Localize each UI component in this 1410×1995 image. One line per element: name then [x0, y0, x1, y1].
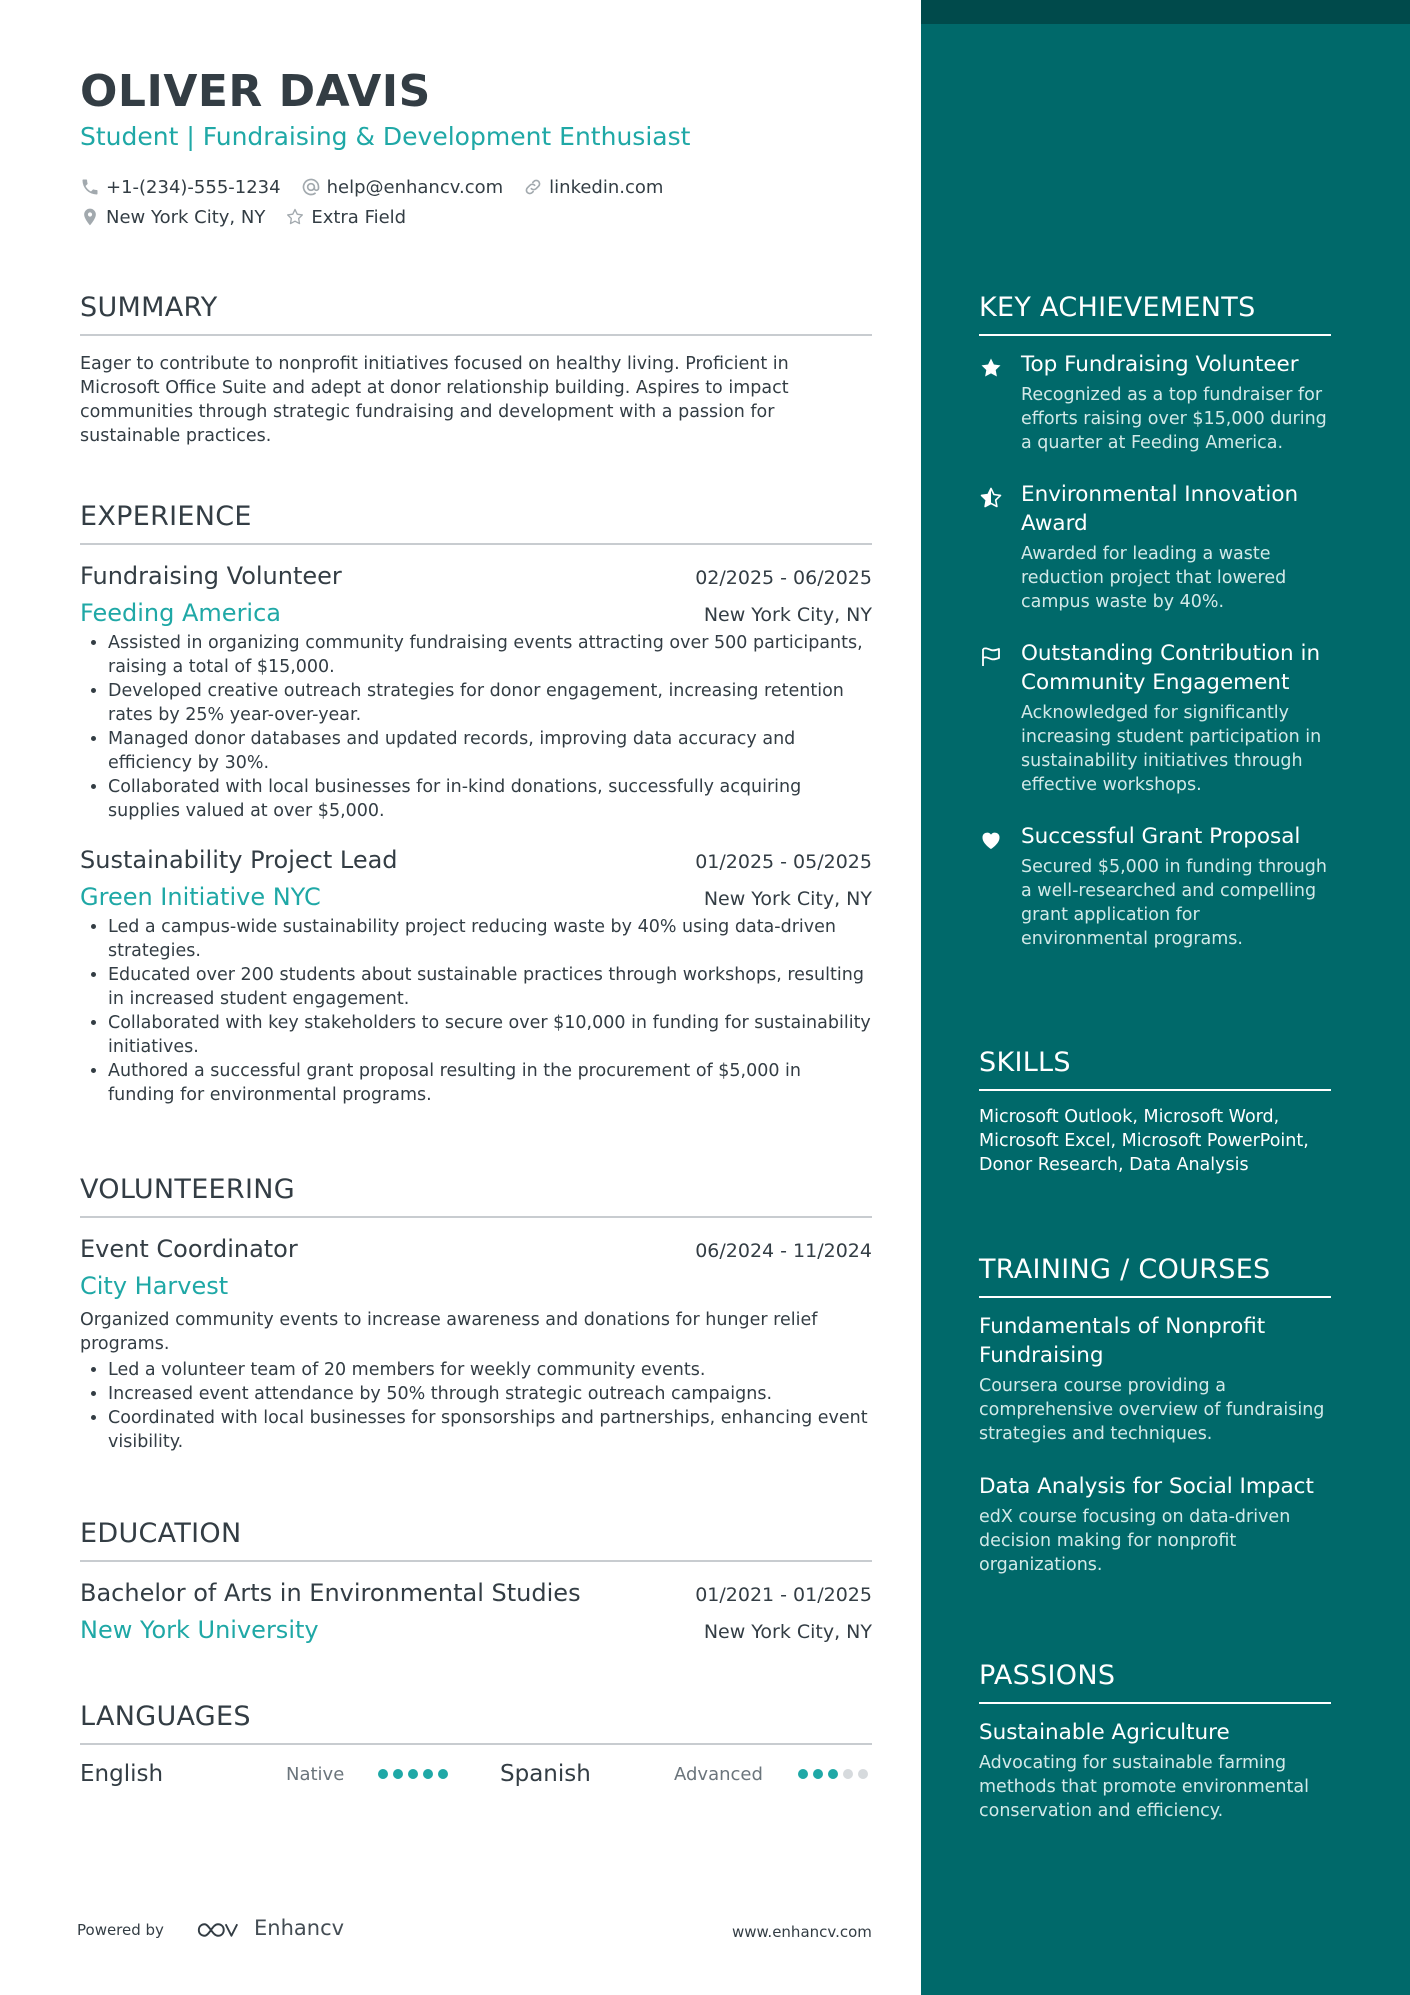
language-name: Spanish — [500, 1761, 591, 1787]
bullet-item: • Developed creative outreach strategies for donor engagement, increasing retention rates by 25% year-over-year. — [108, 679, 872, 727]
passions-heading: PASSIONS — [979, 1660, 1116, 1691]
education-dates: 01/2021 - 01/2025 — [695, 1584, 872, 1606]
proficiency-dot-empty — [843, 1769, 853, 1779]
language-dots — [378, 1769, 500, 1779]
skills-heading: SKILLS — [979, 1047, 1071, 1078]
job-bullets — [80, 631, 872, 823]
candidate-subtitle: Student | Fundraising & Development Enthusiast — [80, 122, 691, 151]
achievement-desc: Recognized as a top fundraiser for efforts raising over $15,000 during a quarter at Feeding America. — [1021, 385, 1327, 453]
experience-entry — [80, 559, 872, 823]
school-name: New York University — [80, 1616, 319, 1644]
achievement-item — [979, 350, 1331, 455]
section-divider — [80, 1560, 872, 1562]
summary-heading: SUMMARY — [80, 292, 218, 323]
job-bullets — [80, 915, 872, 1107]
enhancv-logo-icon — [195, 1918, 241, 1942]
course-title: Data Analysis for Social Impact — [979, 1474, 1314, 1499]
job-location: New York City, NY — [703, 604, 872, 626]
achievement-item — [979, 822, 1331, 951]
achievement-title: Environmental Innovation Award — [1021, 482, 1299, 536]
achievement-item — [979, 639, 1331, 797]
achievement-title: Outstanding Contribution in Community Engagement — [1021, 641, 1321, 695]
experience-section — [80, 499, 872, 1107]
summary-text: Eager to contribute to nonprofit initiatives focused on healthy living. Proficient in Microsoft Office Suite and adept at donor relationship building. Aspires to impact communities through strategic fundraising and development with a passion for sustainable practices. — [80, 354, 789, 446]
summary-section — [80, 290, 872, 448]
course-item — [979, 1472, 1331, 1577]
company-name: Green Initiative NYC — [80, 883, 321, 911]
bullet-item: • Assisted in organizing community fundraising events attracting over 500 participants, raising a total of $15,000. — [108, 631, 872, 679]
half-star-icon — [979, 486, 1003, 510]
section-divider — [979, 1089, 1331, 1091]
brand-name: Enhancv — [254, 1916, 345, 1940]
volunteer-org: City Harvest — [80, 1272, 229, 1300]
course-desc: edX course focusing on data-driven decision making for nonprofit organizations. — [979, 1507, 1291, 1575]
footer-url[interactable]: www.enhancv.com — [732, 1923, 872, 1941]
footer — [77, 1912, 877, 1948]
phone-icon — [80, 177, 100, 197]
passions-section — [979, 1658, 1331, 1823]
star-outline-icon — [285, 207, 305, 227]
heart-icon — [979, 828, 1003, 852]
contact-extra — [285, 207, 406, 228]
location-text: New York City, NY — [106, 206, 266, 228]
bullet-item: • Coordinated with local businesses for sponsorships and partnerships, enhancing event visibility. — [108, 1406, 872, 1454]
passion-title: Sustainable Agriculture — [979, 1720, 1230, 1745]
degree-name: Bachelor of Arts in Environmental Studies — [80, 1579, 581, 1607]
volunteer-bullets — [80, 1358, 872, 1454]
achievements-heading: KEY ACHIEVEMENTS — [979, 292, 1256, 323]
bullet-item: • Authored a successful grant proposal resulting in the procurement of $5,000 in funding for environmental programs. — [108, 1059, 872, 1107]
proficiency-dot-filled — [423, 1769, 433, 1779]
achievement-desc: Acknowledged for significantly increasing student participation in sustainability initiatives through effective workshops. — [1021, 703, 1322, 795]
link-icon — [523, 177, 543, 197]
proficiency-dot-filled — [393, 1769, 403, 1779]
bullet-item: • Led a campus-wide sustainability project reducing waste by 40% using data-driven strategies. — [108, 915, 872, 963]
proficiency-dot-filled — [798, 1769, 808, 1779]
location-pin-icon — [80, 207, 100, 227]
bullet-item: • Increased event attendance by 50% through strategic outreach campaigns. — [108, 1382, 872, 1406]
volunteer-dates: 06/2024 - 11/2024 — [695, 1240, 872, 1262]
language-level: Advanced — [674, 1763, 763, 1785]
course-desc: Coursera course providing a comprehensive overview of fundraising strategies and techniques. — [979, 1376, 1325, 1444]
languages-list — [80, 1759, 872, 1789]
job-location: New York City, NY — [703, 888, 872, 910]
achievement-item — [979, 480, 1331, 614]
section-divider — [80, 543, 872, 545]
section-divider — [80, 1743, 872, 1745]
phone-text: +1-(234)-555-1234 — [106, 176, 281, 198]
volunteering-heading: VOLUNTEERING — [80, 1174, 295, 1205]
bullet-item: • Educated over 200 students about sustainable practices through workshops, resulting in increased student engagement. — [108, 963, 872, 1011]
education-section — [80, 1516, 872, 1646]
experience-heading: EXPERIENCE — [80, 501, 252, 532]
languages-heading: LANGUAGES — [80, 1701, 251, 1732]
achievement-desc: Secured $5,000 in funding through a well-researched and compelling grant application for environmental programs. — [1021, 857, 1327, 949]
section-divider — [80, 1216, 872, 1218]
achievement-title: Successful Grant Proposal — [1021, 824, 1301, 849]
language-name: English — [80, 1761, 164, 1787]
powered-by-label: Powered by — [77, 1921, 164, 1939]
contact-email[interactable] — [301, 177, 504, 198]
linkedin-text: linkedin.com — [549, 176, 664, 198]
language-level: Native — [286, 1763, 345, 1785]
skills-text: Microsoft Outlook, Microsoft Word, Microsoft Excel, Microsoft PowerPoint, Donor Research, Data Analysis — [979, 1107, 1309, 1175]
job-title: Sustainability Project Lead — [80, 846, 398, 874]
section-divider — [80, 334, 872, 336]
skills-section — [979, 1045, 1331, 1177]
volunteering-entry — [80, 1232, 872, 1454]
education-entry — [80, 1576, 872, 1646]
star-icon — [979, 356, 1003, 380]
contact-location — [80, 207, 265, 228]
volunteer-description: Organized community events to increase awareness and donations for hunger relief programs. — [80, 1310, 818, 1354]
proficiency-dot-filled — [813, 1769, 823, 1779]
key-achievements-section — [979, 290, 1331, 951]
achievement-desc: Awarded for leading a waste reduction project that lowered campus waste by 40%. — [1021, 544, 1287, 612]
contact-info — [80, 172, 872, 232]
course-title: Fundamentals of Nonprofit Fundraising — [979, 1314, 1266, 1368]
flag-icon — [979, 645, 1003, 669]
candidate-name: OLIVER DAVIS — [80, 66, 431, 117]
proficiency-dot-filled — [408, 1769, 418, 1779]
section-divider — [979, 334, 1331, 336]
job-dates: 02/2025 - 06/2025 — [695, 567, 872, 589]
email-text: help@enhancv.com — [326, 176, 504, 198]
at-icon — [301, 177, 321, 197]
proficiency-dot-filled — [378, 1769, 388, 1779]
section-divider — [979, 1702, 1331, 1704]
passion-desc: Advocating for sustainable farming methods that promote environmental conservation and efficiency. — [979, 1753, 1309, 1821]
contact-linkedin[interactable] — [523, 177, 663, 198]
sidebar-top-band — [921, 0, 1410, 24]
school-location: New York City, NY — [703, 1621, 872, 1643]
language-dots — [798, 1769, 868, 1779]
bullet-item: • Collaborated with key stakeholders to secure over $10,000 in funding for sustainability initiatives. — [108, 1011, 872, 1059]
languages-section — [80, 1699, 872, 1789]
bullet-item: • Collaborated with local businesses for in-kind donations, successfully acquiring supplies valued at over $5,000. — [108, 775, 872, 823]
sidebar — [921, 0, 1410, 1995]
contact-phone[interactable] — [80, 177, 281, 198]
training-heading: TRAINING / COURSES — [979, 1254, 1271, 1285]
proficiency-dot-filled — [438, 1769, 448, 1779]
education-heading: EDUCATION — [80, 1518, 242, 1549]
proficiency-dot-empty — [858, 1769, 868, 1779]
section-divider — [979, 1296, 1331, 1298]
achievement-title: Top Fundraising Volunteer — [1021, 352, 1299, 377]
training-section — [979, 1252, 1331, 1577]
experience-entry — [80, 843, 872, 1107]
course-item — [979, 1312, 1331, 1446]
proficiency-dot-filled — [828, 1769, 838, 1779]
passion-item — [979, 1718, 1331, 1823]
volunteer-role: Event Coordinator — [80, 1235, 298, 1263]
volunteering-section — [80, 1172, 872, 1454]
job-dates: 01/2025 - 05/2025 — [695, 851, 872, 873]
bullet-item: • Led a volunteer team of 20 members for weekly community events. — [108, 1358, 872, 1382]
job-title: Fundraising Volunteer — [80, 562, 342, 590]
company-name: Feeding America — [80, 599, 281, 627]
extra-field-text: Extra Field — [311, 206, 407, 228]
bullet-item: • Managed donor databases and updated records, improving data accuracy and efficiency by 30%. — [108, 727, 872, 775]
